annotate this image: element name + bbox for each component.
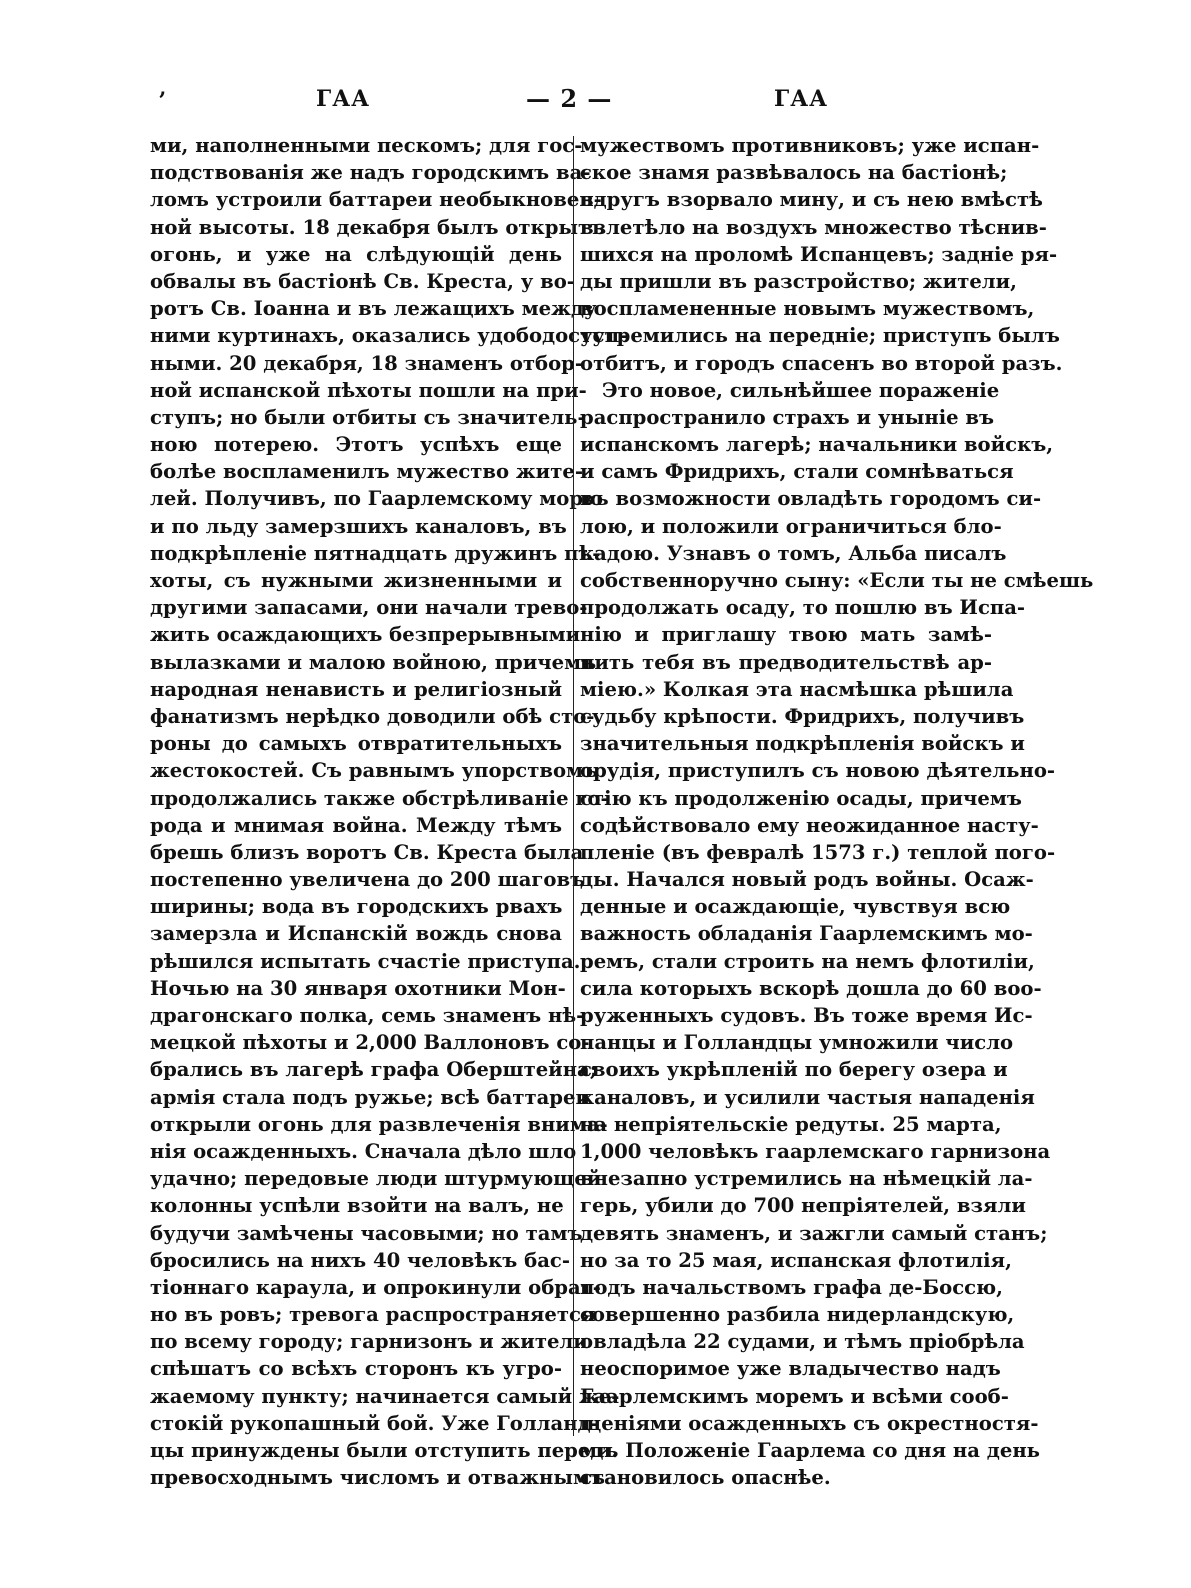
running-head-right: ГАА xyxy=(774,86,829,112)
text-line: испанскомъ лагерѣ; начальники войскъ, xyxy=(580,433,1054,457)
text-line: вдругъ взорвало мину, и съ нею вмѣстѣ xyxy=(580,188,1043,212)
text-line: ды пришли въ разстройство; жители, xyxy=(580,269,1017,293)
text-line: становилось опаснѣе. xyxy=(580,1466,831,1490)
text-line: щеніями осажденныхъ съ окрестностя- xyxy=(580,1411,1039,1435)
text-line: и самъ Фридрихъ, стали сомнѣваться xyxy=(580,460,1014,484)
text-line: ремъ, стали строить на немъ флотиліи, xyxy=(580,949,1035,973)
text-line: подъ начальствомъ графа де-Боссю, xyxy=(580,1275,1003,1299)
text-line: тіоннаго караула, и опрокинули обрат- xyxy=(150,1275,601,1299)
running-head-left: ГАА xyxy=(316,86,371,112)
text-line: но за то 25 мая, испанская флотилія, xyxy=(580,1248,1012,1272)
text-line: орудія, приступилъ съ новою дѣятельно- xyxy=(580,759,1056,783)
text-line: продолжать осаду, то пошлю въ Испа- xyxy=(580,596,1026,620)
text-line: каналовъ, и усилили частыя нападенія xyxy=(580,1085,1035,1109)
text-line: обвалы въ бастіонѣ Св. Креста, у во- xyxy=(150,269,575,293)
text-line: ломъ устроили баттареи необыкновен- xyxy=(150,188,602,212)
text-line: постепенно увеличена до 200 шаговъ xyxy=(150,868,586,892)
text-line: превосходнымъ числомъ и отважнымъ xyxy=(150,1466,606,1490)
text-line: армія стала подъ ружье; всѣ баттареи xyxy=(150,1085,591,1109)
text-line: ды. Начался новый родъ войны. Осаж- xyxy=(580,868,1034,892)
text-line: жаемому пункту; начинается самый же- xyxy=(150,1384,620,1408)
text-line: ширины; вода въ городскихъ рвахъ xyxy=(150,895,563,919)
text-line: взлетѣло на воздухъ множество тѣснив- xyxy=(580,215,1047,239)
text-line: лою, и положили ограничиться бло- xyxy=(580,514,1002,538)
text-line: но въ ровъ; тревога распространяется xyxy=(150,1303,596,1327)
text-line: міею.» Колкая эта насмѣшка рѣшила xyxy=(580,677,1014,701)
text-line: стокій рукопашный бой. Уже Голланд- xyxy=(150,1411,599,1435)
text-line: важность обладанія Гаарлемскимъ мо- xyxy=(580,922,1033,946)
text-line: овладѣла 22 судами, и тѣмъ пріобрѣла xyxy=(580,1330,1025,1354)
text-line: подствованія же надъ городскимъ ва- xyxy=(150,161,591,185)
right-column xyxy=(580,132,1094,1491)
text-line: ными. 20 декабря, 18 знаменъ отбор- xyxy=(150,351,584,375)
text-line: Это новое, сильнѣйшее пораженіе xyxy=(602,378,1000,402)
text-line: собственноручно сыну: «Если ты не смѣешь xyxy=(580,569,1094,592)
text-line: Ночью на 30 января охотники Мон- xyxy=(150,976,566,1000)
text-line: девять знаменъ, и зажгли самый станъ; xyxy=(580,1221,1048,1245)
text-line: шихся на проломѣ Испанцевъ; заднiе ря- xyxy=(580,242,1058,266)
text-line: лей. Получивъ, по Гаарлемскому морю xyxy=(150,487,604,511)
text-line: кадою. Узнавъ о томъ, Альба писалъ xyxy=(580,541,1007,565)
text-line: значительныя подкрѣпленія войскъ и xyxy=(580,732,1025,756)
text-line: судьбу крѣпости. Фридрихъ, получивъ xyxy=(580,704,1025,728)
text-line: колонны успѣли взойти на валъ, не xyxy=(150,1194,564,1218)
page-header xyxy=(150,84,1000,116)
text-line: внезапно устремились на нѣмецкій ла- xyxy=(580,1167,1033,1191)
text-line: отбитъ, и городъ спасенъ во второй разъ. xyxy=(580,351,1063,375)
text-line: руженныхъ судовъ. Въ тоже время Ис- xyxy=(580,1004,1033,1027)
text-line: ной испанской пѣхоты пошли на при- xyxy=(150,378,587,402)
text-line: панцы и Голландцы умножили число xyxy=(580,1031,1014,1055)
text-line: пленіе (въ февралѣ 1573 г.) теплой пого- xyxy=(580,840,1056,864)
text-line: спѣшатъ со всѣхъ сторонъ къ угро- xyxy=(150,1357,562,1381)
text-line: брешь близъ воротъ Св. Креста была xyxy=(150,840,584,864)
text-line: брались въ лагерѣ графа Оберштейна; xyxy=(150,1058,597,1082)
text-line: ми. Положеніе Гаарлема со дня на день xyxy=(580,1439,1040,1462)
text-line: рода и мнимая война. Между тѣмъ xyxy=(150,813,562,837)
text-line: сила которыхъ вскорѣ дошла до 60 воо- xyxy=(580,976,1042,1000)
page-number: — 2 — xyxy=(526,84,613,113)
text-line: болѣе воспламенилъ мужество жите- xyxy=(150,460,583,484)
text-line: на непріятельскіе редуты. 25 марта, xyxy=(580,1112,1002,1136)
text-line: ною потерею. Этотъ успѣхъ еще xyxy=(150,433,562,457)
text-line: 1,000 человѣкъ гаарлемскаго гарнизона xyxy=(580,1139,1051,1163)
text-line: ной высоты. 18 декабря былъ открытъ xyxy=(150,215,606,239)
text-line: другими запасами, они начали трево- xyxy=(150,596,588,620)
text-line: распространило страхъ и уныніе въ xyxy=(580,405,995,429)
text-line: и по льду замерзшихъ каналовъ, въ xyxy=(150,514,567,538)
text-line: герь, убили до 700 непріятелей, взяли xyxy=(580,1194,1026,1218)
text-line: устремились на переднiе; приступъ былъ xyxy=(580,324,1060,348)
text-line: рѣшился испытать счастіе приступа. xyxy=(150,949,581,973)
text-line: хоты, съ нужными жизненными и xyxy=(150,569,562,592)
column-divider xyxy=(573,136,574,1436)
text-line: фанатизмъ нерѣдко доводили обѣ сто- xyxy=(150,704,595,728)
text-line: Гаарлемскимъ моремъ и всѣми сооб- xyxy=(580,1384,1009,1408)
left-column xyxy=(150,132,628,1491)
text-line: въ возможности овладѣть городомъ си- xyxy=(580,487,1042,511)
text-line: подкрѣпленіе пятнадцать дружинъ пѣ- xyxy=(150,541,601,565)
text-line: ми, наполненными пескомъ; для гос- xyxy=(150,134,583,157)
text-line: по всему городу; гарнизонъ и жители xyxy=(150,1330,588,1354)
text-line: огонь, и уже на слѣдующій день xyxy=(150,242,562,266)
text-line: бросились на нихъ 40 человѣкъ бас- xyxy=(150,1248,570,1272)
text-line: замерзла и Испанскій вождь снова xyxy=(150,922,562,946)
text-line: неоспоримое уже владычество надъ xyxy=(580,1357,1001,1381)
text-line: ское знамя развѣвалось на бастіонѣ; xyxy=(580,161,1008,185)
text-line: открыли огонь для развлеченія внима- xyxy=(150,1112,608,1136)
text-line: мужествомъ противниковъ; уже испан- xyxy=(580,134,1040,157)
text-line: нить тебя въ предводительствѣ ар- xyxy=(580,650,992,674)
text-line: денные и осаждающіе, чувствуя всю xyxy=(580,895,1011,919)
text-line: нія осажденныхъ. Сначала дѣло шло xyxy=(150,1139,577,1163)
text-line: мецкой пѣхоты и 2,000 Валлоновъ со- xyxy=(150,1031,590,1055)
text-line: роны до самыхъ отвратительныхъ xyxy=(150,732,562,756)
header-mark: ʼ xyxy=(158,88,166,114)
text-line: жить осаждающихъ безпрерывными xyxy=(150,623,581,647)
text-line: стію къ продолженію осады, причемъ xyxy=(580,786,1022,810)
text-line: ними куртинахъ, оказались удободоступ- xyxy=(150,324,628,348)
text-line: продолжались также обстрѣливаніе го- xyxy=(150,786,609,810)
text-line: жестокостей. Съ равнымъ упорствомъ xyxy=(150,759,599,783)
text-line: нію и приглашу твою мать замѣ- xyxy=(580,623,992,647)
text-line: удачно; передовые люди штурмующей xyxy=(150,1167,602,1191)
text-line: цы принуждены были отступить передъ xyxy=(150,1439,619,1462)
text-line: своихъ укрѣпленій по берегу озера и xyxy=(580,1058,1008,1082)
text-line: драгонскаго полка, семь знаменъ нѣ- xyxy=(150,1004,585,1027)
text-line: народная ненависть и религіозный xyxy=(150,677,562,701)
text-line: вылазками и малою войною, причемъ xyxy=(150,650,597,674)
text-line: воспламененные новымъ мужествомъ, xyxy=(580,297,1035,321)
text-line: будучи замѣчены часовыми; но тамъ xyxy=(150,1221,583,1245)
text-line: ступъ; но были отбиты съ значитель- xyxy=(150,405,586,429)
text-line: совершенно разбила нидерландскую, xyxy=(580,1303,1015,1327)
text-line: ротъ Св. Іоанна и въ лежащихъ между xyxy=(150,297,597,321)
text-line: содѣйствовало ему неожиданное насту- xyxy=(580,813,1039,837)
